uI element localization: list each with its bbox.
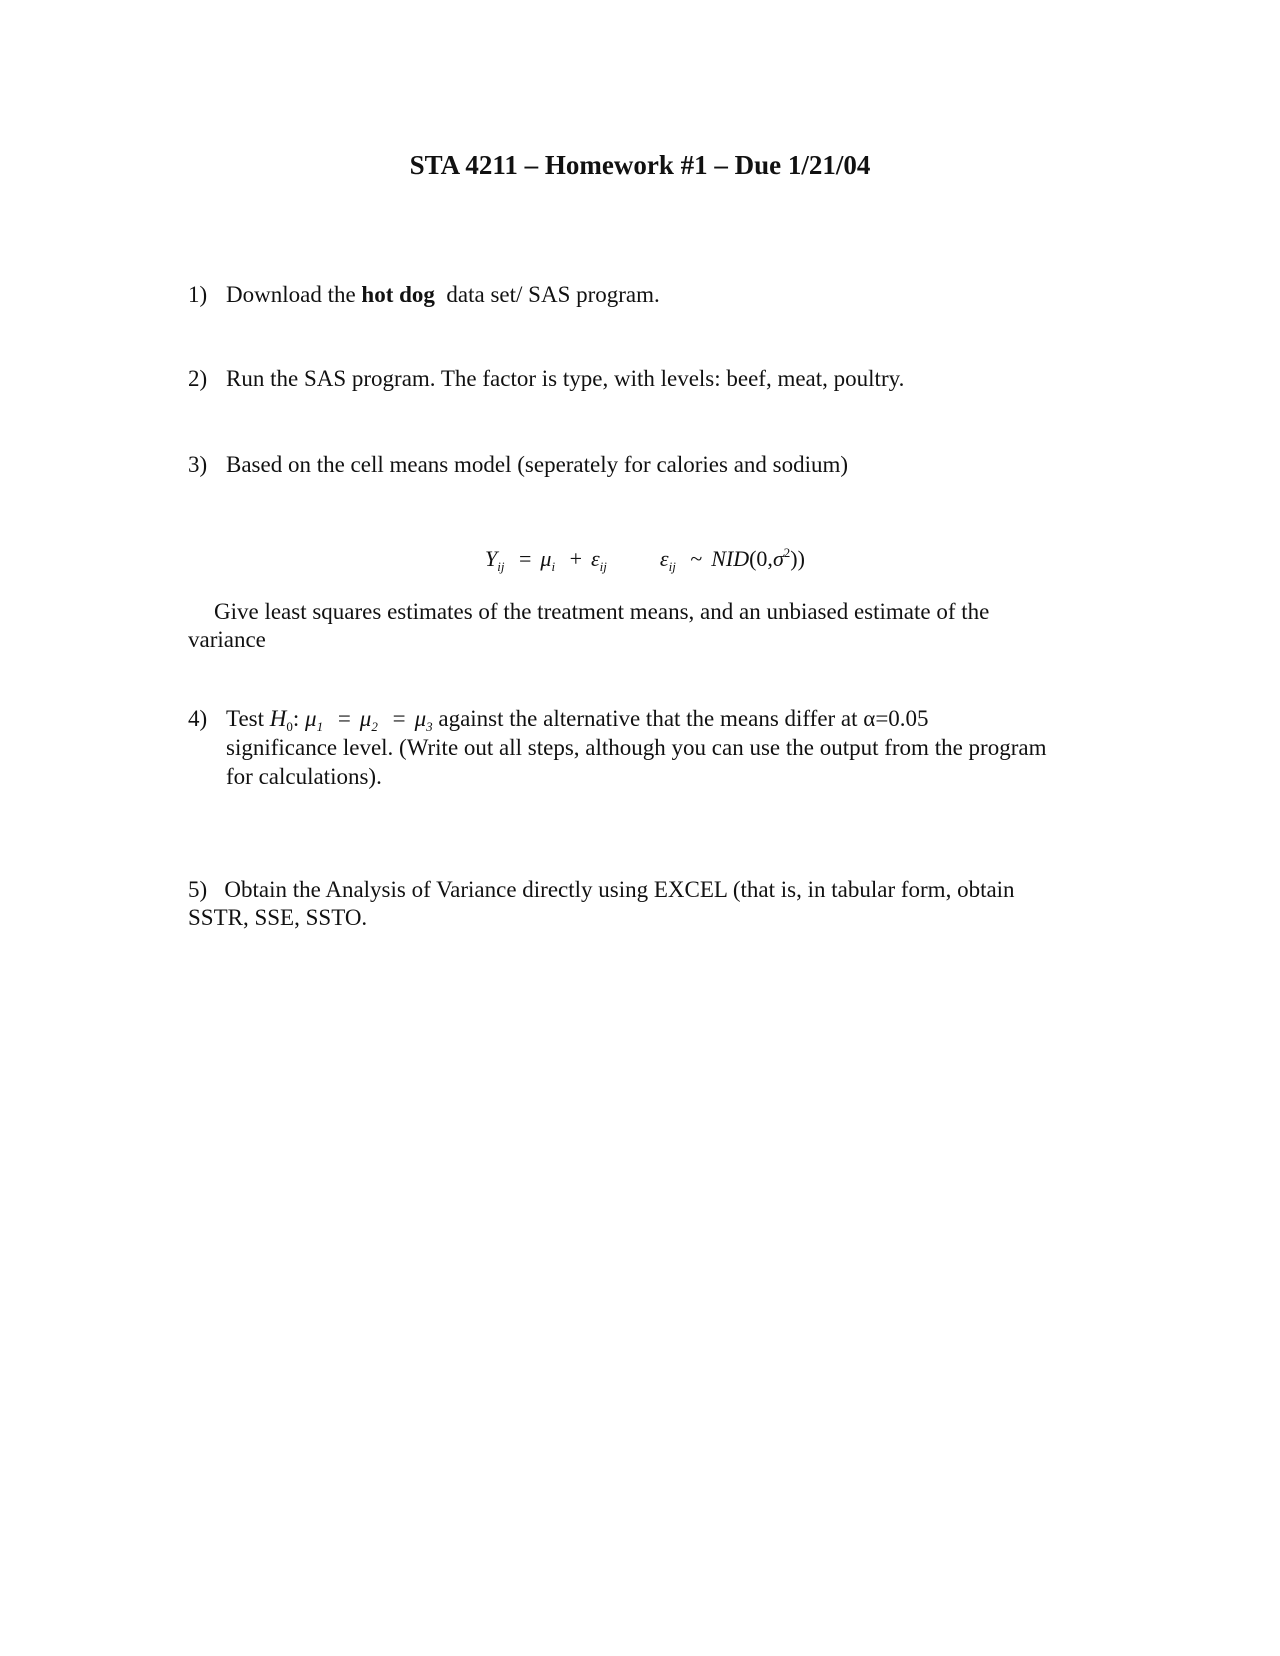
hypothesis-mu: μ [414,706,427,731]
equation-equals: = [518,546,532,571]
question-1 [188,280,660,309]
page-title: STA 4211 – Homework #1 – Due 1/21/04 [409,150,871,180]
hypothesis-subscript: 1 [316,719,324,734]
hypothesis-mu: μ [305,706,317,731]
hypothesis-subscript: 2 [371,719,378,734]
hypothesis-equals: = [337,706,351,731]
question-text-part: Download the [226,282,356,307]
question-number: 2) [188,366,208,391]
question-text: Obtain the Analysis of Variance directly using EXCEL (that is, in tabular form, obtain SSTR, SSE, SSTO. [188,877,1015,930]
equation-distribution: NID [711,546,750,571]
equation-close: )) [790,546,805,571]
question-text: Based on the cell means model (seperately for calories and sodium) [226,452,849,477]
equation-args: (0, [749,546,773,571]
question-number: 1) [188,282,208,307]
hypothesis-subscript: 0 [286,719,293,734]
question-3-continuation: Give least squares estimates of the treatment means, and an unbiased estimate of the variance [188,599,990,652]
question-3 [188,450,848,479]
equation-mu: μ [540,546,552,571]
equation-tilde: ~ [690,546,703,571]
hypothesis-equals: = [392,706,406,731]
hypothesis-subscript: 3 [426,719,433,734]
equation-epsilon: ε [591,546,600,571]
question-text-part: Test [226,706,264,731]
equation-subscript: i [551,559,556,574]
model-equation [485,545,805,575]
hypothesis-colon: : [292,706,300,731]
question-bold-text: hot dog [361,282,435,307]
question-2 [188,364,904,393]
question-4-continuation: significance level. (Write out all steps, although you can use the output from the program for calculations). [226,735,1047,789]
equation-plus: + [569,546,582,571]
question-number: 5) [188,877,208,902]
equation-sigma: σ [772,546,784,571]
question-number: 4) [188,706,208,731]
equation-subscript: ij [497,559,505,574]
question-number: 3) [188,452,208,477]
question-text-part: data set/ SAS program. [446,282,660,307]
equation-epsilon: ε [659,546,669,571]
equation-subscript: ij [599,559,607,574]
question-text-part: against the alternative that the means differ at α=0.05 [438,706,929,731]
equation-Y: Y [485,546,498,571]
question-5 [188,876,1068,932]
equation-superscript: 2 [783,545,791,560]
question-text: Run the SAS program. The factor is type, with levels: beef, meat, poultry. [226,366,905,391]
hypothesis-H: H [269,706,287,731]
equation-subscript: ij [668,559,676,574]
hypothesis-mu: μ [359,706,372,731]
